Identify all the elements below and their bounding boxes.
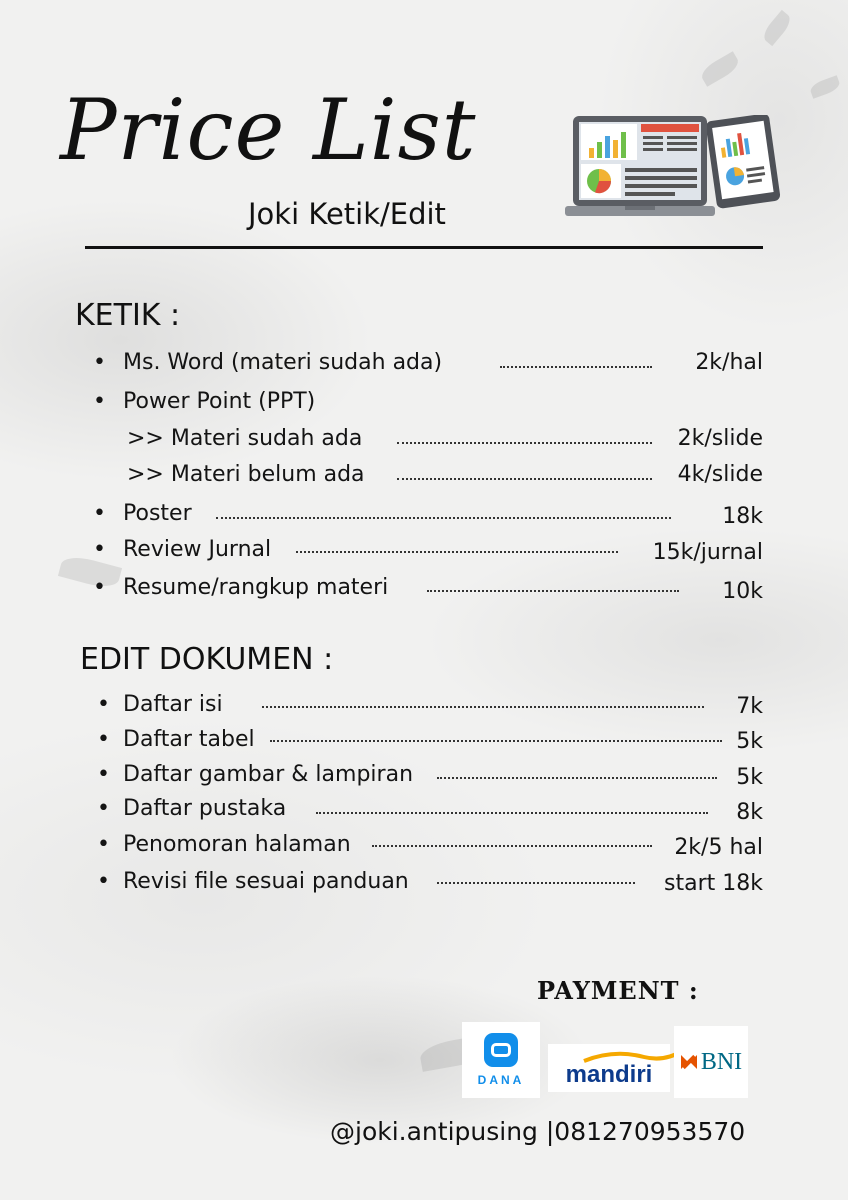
mandiri-logo <box>548 1044 670 1092</box>
bullet: • <box>93 501 106 526</box>
bullet: • <box>97 869 110 894</box>
item-label: Penomoran halaman <box>123 832 351 857</box>
dotted-leader <box>437 777 717 779</box>
payment-title: PAYMENT : <box>537 976 699 1005</box>
dotted-leader <box>316 812 708 814</box>
item-price: 2k/5 hal <box>674 835 763 860</box>
item-label: Power Point (PPT) <box>123 389 316 414</box>
item-label: Daftar gambar & lampiran <box>123 762 414 787</box>
item-price: 7k <box>736 694 763 719</box>
item-price: 2k/hal <box>695 350 763 375</box>
dotted-leader <box>397 442 652 444</box>
item-label: Review Jurnal <box>123 537 272 562</box>
dotted-leader <box>216 517 671 519</box>
dana-logo-text: DANA <box>477 1073 525 1087</box>
item-price: 18k <box>722 504 763 529</box>
dotted-leader <box>427 590 679 592</box>
dotted-leader <box>296 551 618 553</box>
dana-icon <box>484 1033 518 1067</box>
item-price: 5k <box>736 765 763 790</box>
contact-info: @joki.antipusing |081270953570 <box>330 1117 746 1146</box>
item-price: 2k/slide <box>677 426 763 451</box>
bullet: • <box>97 727 110 752</box>
ketik-heading: KETIK : <box>75 298 181 333</box>
dotted-leader <box>437 882 635 884</box>
item-label: Daftar tabel <box>123 727 255 752</box>
dotted-leader <box>372 845 652 847</box>
item-price: 5k <box>736 729 763 754</box>
item-label: Ms. Word (materi sudah ada) <box>123 350 443 375</box>
background-leaf <box>760 10 794 46</box>
bullet: • <box>93 389 106 414</box>
item-price: 10k <box>722 579 763 604</box>
background-leaf <box>58 553 122 592</box>
item-price: 4k/slide <box>677 462 763 487</box>
edit-dokumen-heading: EDIT DOKUMEN : <box>80 642 334 677</box>
bullet: • <box>97 692 110 717</box>
title-divider <box>85 246 763 249</box>
dotted-leader <box>397 478 652 480</box>
bullet: • <box>93 537 106 562</box>
dotted-leader <box>262 706 704 708</box>
page-title: Price List <box>60 81 477 179</box>
bni-mark-icon <box>680 1053 698 1071</box>
item-label: >> Materi belum ada <box>127 462 365 487</box>
item-label: Daftar pustaka <box>123 796 287 821</box>
item-label: Daftar isi <box>123 692 223 717</box>
bullet: • <box>93 575 106 600</box>
bullet: • <box>97 796 110 821</box>
dotted-leader <box>500 366 652 368</box>
bni-logo <box>674 1026 748 1098</box>
item-price: 15k/jurnal <box>652 540 763 565</box>
bullet: • <box>97 832 110 857</box>
tablet-chart-icon <box>707 115 781 210</box>
item-label: Revisi file sesuai panduan <box>123 869 409 894</box>
bullet: • <box>93 350 106 375</box>
laptop-chart-icon <box>565 112 715 222</box>
item-label: Poster <box>123 501 192 526</box>
background-leaf <box>698 51 742 87</box>
bullet: • <box>97 762 110 787</box>
page-subtitle: Joki Ketik/Edit <box>248 197 446 231</box>
mandiri-logo-text: mandiri <box>565 1061 653 1088</box>
item-label: Resume/rangkup materi <box>123 575 389 600</box>
background-leaf <box>809 75 842 98</box>
bni-logo-text: BNI <box>700 1048 743 1075</box>
dana-logo <box>462 1022 540 1098</box>
dotted-leader <box>270 740 722 742</box>
item-label: >> Materi sudah ada <box>127 426 363 451</box>
item-price: 8k <box>736 800 763 825</box>
item-price: start 18k <box>664 871 763 896</box>
